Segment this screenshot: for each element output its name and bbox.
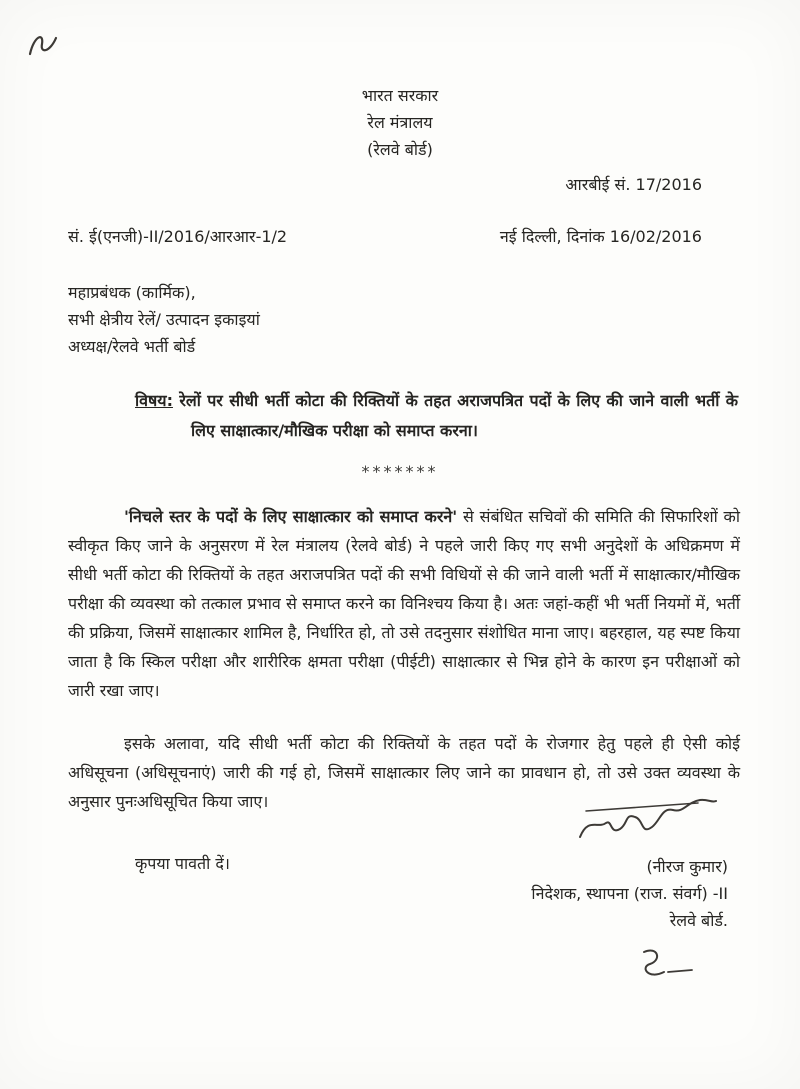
place-and-date: नई दिल्ली, दिनांक 16/02/2016 [499, 227, 702, 246]
separator-asterisks: ******* [361, 462, 439, 481]
body-paragraph-2: इसके अलावा, यदि सीधी भर्ती कोटा की रिक्तियों के तहत पदों के रोजगार हेतु पहले ही ऐसी कोई अधिसूचना (अधिसूचनाएं) जारी की गई हो, जिसमें साक्षात्कार लिए जाने का प्रावधान हो, तो उसे उक्त व्यवस्था के अनुसार पुनःअधिसूचित किया जाए। [68, 734, 740, 811]
subject-label: विषय: [135, 391, 173, 410]
header-line-board: (रेलवे बोर्ड) [367, 140, 433, 159]
subject-block [135, 386, 738, 446]
signatory-name: (नीरज कुमार) [646, 857, 728, 876]
addressee-line-gm: महाप्रबंधक (कार्मिक), [68, 283, 196, 302]
header-line-ministry: रेल मंत्रालय [367, 113, 433, 132]
handwritten-initial-mark [630, 944, 700, 986]
addressee-block [0, 279, 800, 360]
signatory-organisation: रेलवे बोर्ड. [669, 911, 728, 930]
body-paragraph-1 [68, 502, 740, 705]
addressee-line-railways: सभी क्षेत्रीय रेलें/ उत्पादन इकाइयां [68, 310, 260, 329]
rbe-number: आरबीई सं. 17/2016 [565, 175, 702, 194]
header-line-government: भारत सरकार [361, 86, 439, 105]
signature-block [428, 793, 728, 986]
signatory-designation: निदेशक, स्थापना (राज. संवर्ग) -II [531, 884, 728, 903]
subject-text: रेलों पर सीधी भर्ती कोटा की रिक्तियों के तहत अराजपत्रित पदों के लिए की जाने वाली भर्ती के लिए साक्षात्कार/मौखिक परीक्षा को समाप्त करना। [179, 391, 738, 440]
closing-line: कृपया पावती दें। [135, 854, 230, 873]
paragraph1-text: से संबंधित सचिवों की समिति की सिफारिशों को स्वीकृत किए जाने के अनुसरण में रेल मंत्रालय (रेलवे बोर्ड) ने पहले जारी किए गए सभी अनुदेशों के अधिक्रमण में सीधी भर्ती कोटा की रिक्तियों के तहत अराजपत्रित पदों की सभी विधियों से की जाने वाली भर्ती में साक्षात्कार/मौखिक परीक्षा की व्यवस्था को तत्काल प्रभाव से समाप्त करने का विनिश्चय किया है। अतः जहां-कहीं भी भर्ती नियमों में, भर्ती की प्रक्रिया, जिसमें साक्षात्कार शामिल है, निर्धारित हो, तो उसे तदनुसार संशोधित माना जाए। बहरहाल, यह स्पष्ट किया जाता है कि स्किल परीक्षा और शारीरिक क्षमता परीक्षा (पीईटी) साक्षात्कार से भिन्न होने के कारण इन परीक्षाओं को जारी रखा जाए। [68, 507, 740, 700]
paragraph1-bold-lead: 'निचले स्तर के पदों के लिए साक्षात्कार को समाप्त करने' [124, 507, 458, 526]
addressee-line-rrb: अध्यक्ष/रेलवे भर्ती बोर्ड [68, 337, 196, 356]
handwritten-mark-top-left [20, 20, 72, 72]
reference-row [0, 223, 800, 251]
letter-reference-number: सं. ई(एनजी)-II/2016/आरआर-1/2 [68, 227, 288, 246]
handwritten-signature [572, 793, 722, 851]
letter-header [0, 0, 800, 163]
